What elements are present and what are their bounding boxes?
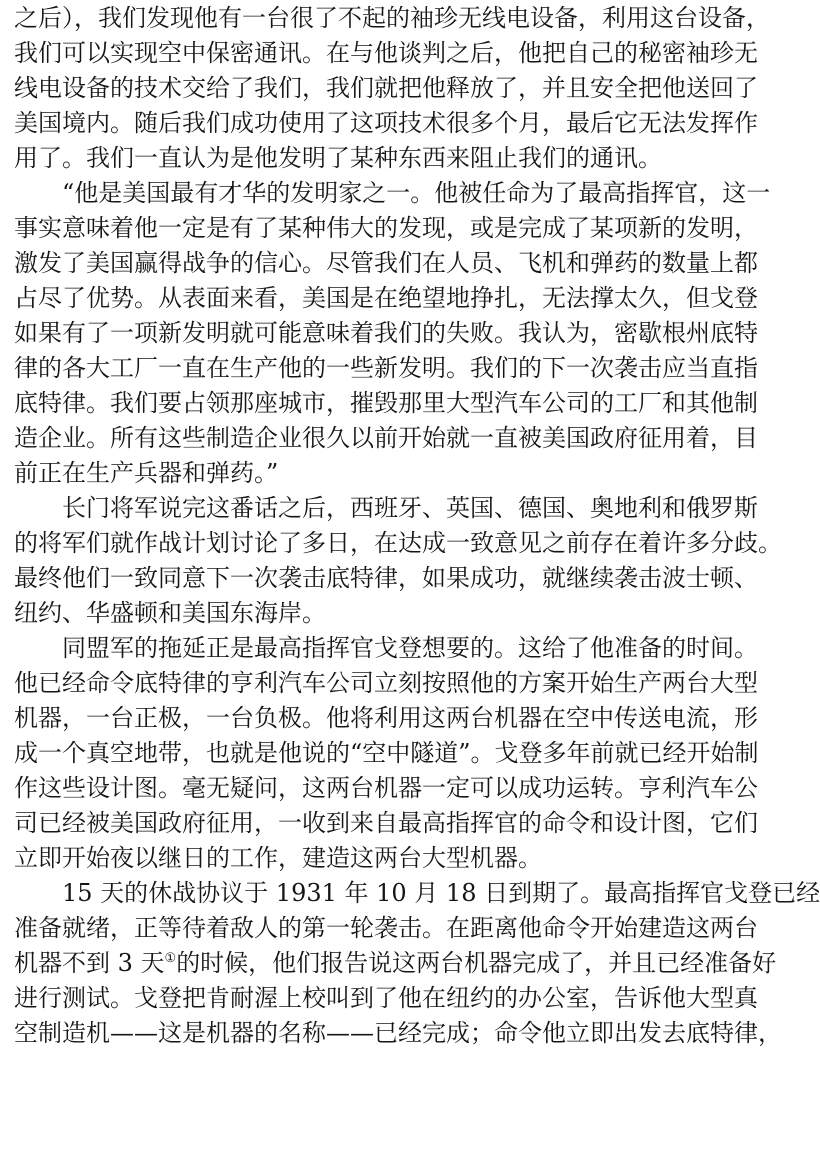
text-line: 进行测试。戈登把肯耐渥上校叫到了他在纽约的办公室，告诉他大型真 [14, 984, 758, 1012]
text-line: 用了。我们一直认为是他发明了某种东西来阻止我们的通讯。 [14, 144, 662, 172]
text-line: 他已经命令底特律的亨利汽车公司立刻按照他的方案开始生产两台大型 [14, 669, 758, 697]
text-line: 的将军们就作战计划讨论了多日，在达成一致意见之前存在着许多分歧。 [14, 529, 782, 557]
paragraph-first-line: 15 天的休战协议于 1931 年 10 月 18 日到期了。最高指挥官戈登已经 [62, 879, 820, 907]
text-line: 造企业。所有这些制造企业很久以前开始就一直被美国政府征用着，目 [14, 424, 758, 452]
text-line: 成一个真空地带，也就是他说的“空中隧道”。戈登多年前就已经开始制 [14, 739, 759, 767]
text-line: 立即开始夜以继日的工作，建造这两台大型机器。 [14, 844, 542, 872]
paragraph-first-line: 同盟军的拖延正是最高指挥官戈登想要的。这给了他准备的时间。 [62, 634, 758, 662]
text-line: 如果有了一项新发明就可能意味着我们的失败。我认为，密歇根州底特 [14, 319, 758, 347]
text-line: 事实意味着他一定是有了某种伟大的发现，或是完成了某项新的发明， [14, 214, 758, 242]
text-line: 激发了美国赢得战争的信心。尽管我们在人员、飞机和弹药的数量上都 [14, 249, 758, 277]
text-line: 纽约、华盛顿和美国东海岸。 [14, 599, 326, 627]
text-line: 最终他们一致同意下一次袭击底特律，如果成功，就继续袭击波士顿、 [14, 564, 758, 592]
text-line: 前正在生产兵器和弹药。” [14, 459, 279, 487]
paragraph-first-line: “他是美国最有才华的发明家之一。他被任命为了最高指挥官，这一 [62, 179, 771, 207]
text-line: 底特律。我们要占领那座城市，摧毁那里大型汽车公司的工厂和其他制 [14, 389, 758, 417]
text-line: 律的各大工厂一直在生产他的一些新发明。我们的下一次袭击应当直指 [14, 354, 758, 382]
footnote-marker[interactable]: ① [164, 951, 177, 966]
text-line: 机器，一台正极，一台负极。他将利用这两台机器在空中传送电流，形 [14, 704, 758, 732]
text-line: 准备就绪，正等待着敌人的第一轮袭击。在距离他命令开始建造这两台 [14, 914, 758, 942]
text-line: 司已经被美国政府征用，一收到来自最高指挥官的命令和设计图，它们 [14, 809, 758, 837]
text-line: 线电设备的技术交给了我们，我们就把他释放了，并且安全把他送回了 [14, 74, 758, 102]
text-line: 我们可以实现空中保密通讯。在与他谈判之后，他把自己的秘密袖珍无 [14, 39, 758, 67]
text-line: 美国境内。随后我们成功使用了这项技术很多个月，最后它无法发挥作 [14, 109, 758, 137]
text-line: 作这些设计图。毫无疑问，这两台机器一定可以成功运转。亨利汽车公 [14, 774, 758, 802]
text-line: 占尽了优势。从表面来看，美国是在绝望地挣扎，无法撑太久，但戈登 [14, 284, 758, 312]
text-line-with-footnote [14, 947, 777, 981]
text-line: 之后），我们发现他有一台很了不起的袖珍无线电设备，利用这台设备， [14, 4, 770, 32]
text-segment: 的时候，他们报告说这两台机器完成了，并且已经准备好 [176, 949, 777, 977]
paragraph-first-line: 长门将军说完这番话之后，西班牙、英国、德国、奥地利和俄罗斯 [62, 494, 758, 522]
text-line: 空制造机——这是机器的名称——已经完成；命令他立即出发去底特律， [14, 1019, 782, 1047]
text-segment: 机器不到 3 天 [14, 949, 165, 977]
